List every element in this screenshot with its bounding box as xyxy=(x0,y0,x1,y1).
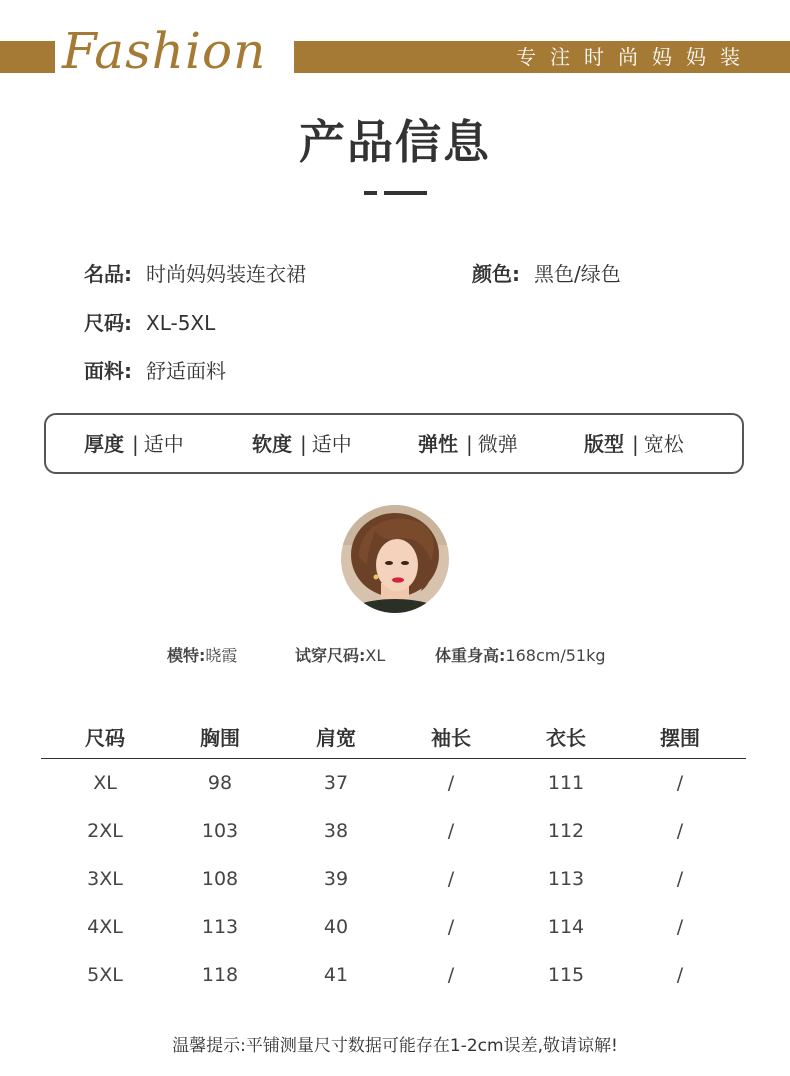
table-cell: 38 xyxy=(323,820,349,842)
info-color-label: 颜色: xyxy=(472,262,520,286)
table-cell: / xyxy=(676,820,684,842)
table-cell: / xyxy=(676,868,684,890)
table-cell: / xyxy=(447,772,455,794)
model-body-label: 体重身高: xyxy=(435,646,506,665)
table-cell: 111 xyxy=(547,772,585,794)
table-cell: 41 xyxy=(323,964,349,986)
info-fabric xyxy=(84,357,226,385)
table-cell: 103 xyxy=(201,820,239,842)
attr-elasticity-label: 弹性 xyxy=(418,432,458,456)
info-name-value: 时尚妈妈装连衣裙 xyxy=(146,262,306,286)
table-header-rule xyxy=(41,758,746,759)
attributes-box xyxy=(44,413,744,474)
model-size-value: XL xyxy=(365,646,386,665)
table-cell: / xyxy=(447,916,455,938)
table-cell: 3XL xyxy=(87,868,123,890)
model-name-label: 模特: xyxy=(167,646,206,665)
table-cell: 37 xyxy=(323,772,349,794)
info-size xyxy=(84,309,215,337)
page-title: 产品信息 xyxy=(299,115,491,169)
model-size xyxy=(295,645,385,667)
table-header-chest: 胸围 xyxy=(200,726,240,750)
table-cell: / xyxy=(676,916,684,938)
table-cell: / xyxy=(676,772,684,794)
info-color-value: 黑色/绿色 xyxy=(534,262,621,286)
model-avatar xyxy=(341,505,449,613)
table-cell: 4XL xyxy=(87,916,123,938)
table-cell: / xyxy=(676,964,684,986)
attr-thickness-label: 厚度 xyxy=(84,432,124,456)
attr-fit-label: 版型 xyxy=(584,432,624,456)
table-header-sleeve: 袖长 xyxy=(431,726,471,750)
attr-softness-label: 软度 xyxy=(252,432,292,456)
model-name-value: 晓霞 xyxy=(205,646,238,665)
header-slogan: 专注时尚妈妈装 xyxy=(516,45,754,69)
table-cell: / xyxy=(447,964,455,986)
table-cell: / xyxy=(447,820,455,842)
table-cell: 118 xyxy=(201,964,239,986)
table-cell: 2XL xyxy=(87,820,123,842)
info-fabric-value: 舒适面料 xyxy=(146,359,226,383)
table-header-length: 衣长 xyxy=(546,726,586,750)
attr-thickness-value: 适中 xyxy=(143,432,184,456)
table-cell: 115 xyxy=(547,964,585,986)
table-header-size: 尺码 xyxy=(85,726,125,750)
table-cell: 108 xyxy=(201,868,239,890)
attr-elasticity: 弹性 | 微弹 xyxy=(418,432,518,456)
attr-thickness: 厚度 | 适中 xyxy=(84,432,184,456)
info-size-value: XL-5XL xyxy=(146,311,216,335)
attr-fit-value: 宽松 xyxy=(643,432,684,456)
info-fabric-label: 面料: xyxy=(84,359,132,383)
table-cell: 113 xyxy=(201,916,239,938)
title-underline-short xyxy=(364,191,377,195)
model-size-label: 试穿尺码: xyxy=(295,646,366,665)
attr-elasticity-value: 微弹 xyxy=(477,432,518,456)
table-cell: 98 xyxy=(207,772,233,794)
table-cell: XL xyxy=(93,772,117,794)
info-size-label: 尺码: xyxy=(84,311,132,335)
brand-logo: Fashion xyxy=(62,22,267,80)
info-color xyxy=(472,260,621,288)
table-cell: 5XL xyxy=(87,964,123,986)
info-name-label: 名品: xyxy=(84,262,132,286)
attr-fit: 版型 | 宽松 xyxy=(584,432,684,456)
model-body xyxy=(435,645,606,667)
attr-softness-value: 适中 xyxy=(311,432,352,456)
model-body-value: 168cm/51kg xyxy=(505,646,606,665)
info-name xyxy=(84,260,306,288)
table-cell: 39 xyxy=(323,868,349,890)
model-name xyxy=(167,645,237,667)
table-header-shoulder: 肩宽 xyxy=(316,726,356,750)
title-underline-long xyxy=(384,191,427,195)
table-cell: 40 xyxy=(323,916,349,938)
header-band-left xyxy=(0,41,55,73)
table-cell: 112 xyxy=(547,820,585,842)
table-header-hem: 摆围 xyxy=(660,726,700,750)
attr-softness: 软度 | 适中 xyxy=(252,432,352,456)
measurement-notice: 温馨提示:平铺测量尺寸数据可能存在1-2cm误差,敬请谅解! xyxy=(172,1036,618,1056)
table-cell: 114 xyxy=(547,916,585,938)
table-cell: / xyxy=(447,868,455,890)
table-cell: 113 xyxy=(547,868,585,890)
